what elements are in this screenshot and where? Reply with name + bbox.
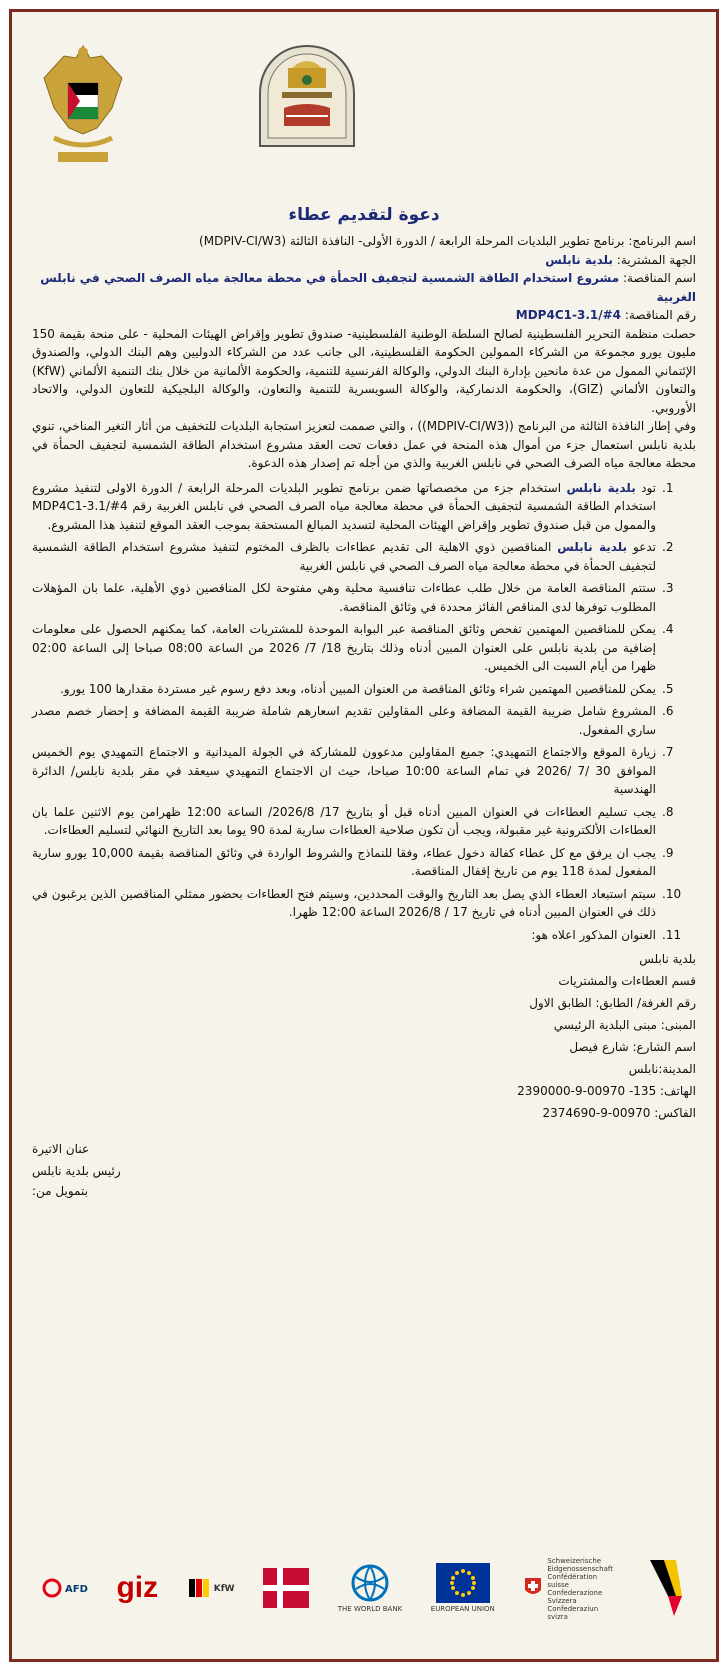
buyer-line bbox=[32, 251, 696, 270]
item-number: 10. bbox=[662, 886, 682, 901]
list-item bbox=[32, 538, 696, 575]
item-number: 11. bbox=[662, 927, 682, 942]
item-text: العنوان المذكور اعلاه هو: bbox=[531, 927, 656, 942]
list-item bbox=[32, 702, 696, 739]
world-bank-logo-text: THE WORLD BANK bbox=[337, 1605, 403, 1613]
address-line: رقم الغرفة/ الطابق: الطابق الاول bbox=[529, 996, 696, 1010]
terms-list bbox=[32, 479, 696, 945]
european-union-logo bbox=[431, 1563, 495, 1613]
funders-logos bbox=[42, 1547, 686, 1629]
afd-logo-text: AFD bbox=[65, 1583, 88, 1595]
list-item bbox=[32, 844, 696, 881]
list-item bbox=[32, 579, 696, 616]
item-number: 6. bbox=[662, 704, 674, 718]
list-item bbox=[32, 803, 696, 840]
intro-paragraph: حصلت منظمة التحرير الفلسطينية لصالح السلطة الوطنية الفلسطينية- صندوق تطوير وإقراض الهيئات المحلية - على منحة بقيمة 150 مليون يورو مجموعة من الشركاء الممولين الحكومة الفلسطينية، الى جانب عدد من الشركاء الدوليين وهم البنك الدولي، والصندوق الإئتماني الممول من عدة مانحين بإدارة البنك الدولي، والوكالة الفرنسية للتنمية، والحكومة الألمانية من خلال بنك التنمية الألماني (KfW) والتعاون الألماني (GIZ)، والحكومة الدنماركية، والوكالة السويسرية للتنمية والتعاون، والوكالة البلجيكية للتعاون الدولي، والاتحاد الأوروبي. bbox=[32, 326, 696, 415]
nablus-municipality-logo bbox=[254, 42, 360, 160]
tender-number-line bbox=[32, 306, 696, 325]
item-number: 5. bbox=[662, 681, 674, 696]
list-item bbox=[32, 743, 696, 799]
giz-logo bbox=[116, 1571, 158, 1605]
buyer-label: الجهة المشترية: bbox=[616, 252, 696, 267]
kfw-logo bbox=[187, 1577, 235, 1599]
address-line: المدينة:نابلس bbox=[628, 1062, 696, 1076]
item-text: يمكن للمناقصين المهتمين شراء وثائق المناقصة من العنوان المبين أدناه، وبعد دفع رسوم غير مستردة مقدارها 100 يورو. bbox=[60, 681, 656, 696]
announcement-body bbox=[32, 232, 696, 1201]
page-title: دعوة لتقديم عطاء bbox=[288, 205, 440, 225]
list-item bbox=[32, 620, 696, 676]
tender-name-line bbox=[32, 269, 696, 306]
swiss-logo-text: Schweizerische Eidgenossenschaft Confédération suisse Confederazione Svizzera Confederaziun svizra bbox=[547, 1557, 613, 1621]
item-text: سيتم استبعاد العطاء الذي يصل بعد التاريخ والوقت المحددين، وسيتم فتح العطاءات بحضور ممثلي المناقصين الذين يرغبون في ذلك في العنوان المبين أدناه في تاريخ 17 / 2026/8 الساعة 12:00 ظهرا. bbox=[32, 886, 656, 919]
item-number: 2. bbox=[662, 540, 674, 554]
address-line: المبنى: مبنى البلدية الرئيسي bbox=[553, 1018, 696, 1032]
item-text: استخدام جزء من مخصصاتها ضمن برنامج تطوير البلديات المرحلة الرابعة / الدورة الاولى لتنفيذ مشروع استخدام الطاقة الشمسية لتجفيف الحمأة في محطة معالجة مياه الصرف الصحي في نابلس الغربية رقم MDP4C1-3.1/#4 والممول من قبل صندوق تطوير وإقراض الهيئات المحلية لتسديد المبالغ المستحقة بموجب العقد الموقع لتنفيذ هذا المشروع. bbox=[32, 480, 656, 532]
tender-announcement bbox=[9, 9, 719, 1662]
item-text: يجب ان يرفق مع كل عطاء كفالة دخول عطاء، وفقا للنماذج والشروط الواردة في وثائق المناقصة بقيمة 10,000 يورو سارية المفعول لمدة 118 يوم من تاريخ إقفال المناقصة. bbox=[32, 845, 656, 878]
list-item bbox=[32, 680, 696, 699]
item-text: ستتم المناقصة العامة من خلال طلب عطاءات تنافسية محلية وهي مفتوحة لكل المناقصين ذوي الأهلية، علما بان المؤهلات المطلوب توفرها لدى المناقص الفائز محددة في وثائق المناقصة. bbox=[32, 581, 656, 614]
tender-number-label: رقم المناقصة: bbox=[624, 308, 696, 322]
item-pre: تود bbox=[635, 480, 656, 495]
list-item bbox=[32, 479, 696, 535]
item-text: يمكن للمناقصين المهتمين تفحص وثائق المناقصة عبر البوابة الموحدة للمشتريات العامة، كما يمكنهم الحصول على معلومات إضافية من بلدية نابلس على العنوان المبين أدناه وذلك بتاريخ 18/ 7/ 2026 من الساعة 08:00 صباحا إلى الساعة 02:00 ظهرا من أيام السبت الى الخميس. bbox=[32, 622, 657, 673]
signature-block bbox=[32, 1138, 696, 1182]
item-number: 7. bbox=[662, 745, 674, 759]
address-line: قسم العطاءات والمشتريات bbox=[558, 974, 696, 988]
afd-logo bbox=[42, 1578, 88, 1598]
funding-label: بتمويل من: bbox=[32, 1184, 88, 1198]
phone-line: الهاتف: 135- 00970-9-2390000 bbox=[517, 1084, 696, 1098]
item-number: 3. bbox=[662, 581, 674, 595]
item-number: 8. bbox=[662, 804, 674, 819]
item-number: 9. bbox=[662, 845, 674, 860]
signatory-role: رئيس بلدية نابلس bbox=[32, 1164, 121, 1178]
world-bank-logo bbox=[338, 1563, 402, 1613]
tender-name-label: اسم المناقصة: bbox=[622, 271, 696, 285]
item-text: زيارة الموقع والاجتماع التمهيدي: جميع المقاولين مدعوون للمشاركة في الجولة الميدانية و الاجتماع التمهيدي يوم الخميس الموافق 30 /7 /2026 في تمام الساعة 10:00 صباحا، حيث ان الاجتماع التمهيدي سيعقد في مقر بلدية نابلس/ الدائرة الهندسية bbox=[32, 745, 657, 796]
list-item bbox=[32, 885, 696, 922]
item-text: المشروع شامل ضريبة القيمة المضافة وعلى المقاولين تقديم اسعارهم شاملة ضريبة القيمة المضافة و إحضار خصم مصدر ساري المفعول. bbox=[32, 704, 656, 737]
program-value: برنامج تطوير البلديات المرحلة الرابعة / الدورة الأولى- النافذة الثالثة bbox=[289, 234, 625, 248]
program-label: اسم البرنامج: bbox=[628, 234, 696, 248]
address-line: بلدية نابلس bbox=[639, 952, 696, 966]
palestine-emblem-logo bbox=[34, 38, 132, 170]
signatory-name: عنان الاتيرة bbox=[32, 1142, 90, 1156]
tender-number-value: MDP4C1-3.1/#4 bbox=[515, 308, 622, 322]
item-pre: تدعو bbox=[627, 540, 657, 554]
swiss-confederation-logo bbox=[523, 1555, 617, 1621]
belgium-partner-logo bbox=[646, 1556, 686, 1620]
eu-logo-text: EUROPEAN UNION bbox=[430, 1605, 495, 1613]
item-highlight: بلدية نابلس bbox=[566, 480, 636, 495]
second-paragraph: وفي إطار النافذة الثالثة من البرنامج ((MDPIV-CI/W3)) ، والتي صممت لتعزيز استجابة البلديات للتخفيف من أثار التغير المناخي، تنوي بلدية نابلس استعمال جزء من أموال هذه المنحة في عمل دفعات تحت العقد مشروع استخدام الطاقة الشمسية لتجفيف الحمأة في محطة معالجة مياه الصرف الصحي في نابلس الغربية والذي من أجله تم إصدار هذه الدعوة. bbox=[32, 419, 697, 470]
address-line: اسم الشارع: شارع فيصل bbox=[569, 1040, 696, 1054]
item-text: المناقصين ذوي الاهلية الى تقديم عطاءات بالظرف المختوم لتنفيذ مشروع استخدام الطاقة الشمسية لتجفيف الحمأة في محطة معالجة مياه الصرف الصحي في نابلس الغربية bbox=[32, 540, 656, 573]
tender-name-value: مشروع استخدام الطاقة الشمسية لتجفيف الحمأة في محطة معالجة مياه الصرف الصحي في نابلس الغربية bbox=[40, 271, 696, 304]
kfw-logo-text: KfW bbox=[213, 1584, 235, 1594]
denmark-logo bbox=[263, 1568, 309, 1608]
buyer-value: بلدية نابلس bbox=[545, 252, 613, 267]
item-number: 1. bbox=[662, 480, 674, 495]
item-highlight: بلدية نابلس bbox=[557, 540, 628, 554]
program-line bbox=[32, 232, 696, 251]
list-item bbox=[32, 926, 696, 945]
fax-line: الفاكس: 00970-9-2374690 bbox=[542, 1106, 696, 1120]
item-number: 4. bbox=[662, 622, 674, 636]
giz-logo-text: giz bbox=[116, 1571, 159, 1604]
program-code: (MDPIV-CI/W3) bbox=[199, 234, 287, 248]
item-text: يجب تسليم العطاءات في العنوان المبين أدناه قبل أو بتاريخ 17/ 2026/8/ الساعة 12:00 ظهرامن يوم الاثنين علما بان العطاءات الألكترونية غير مقبولة، ويجب أن تكون صلاحية العطاءات سارية لمدة 90 يوما بعد التاريخ النهائي لتسليم العطاءات. bbox=[32, 804, 657, 837]
address-block bbox=[32, 948, 696, 1124]
